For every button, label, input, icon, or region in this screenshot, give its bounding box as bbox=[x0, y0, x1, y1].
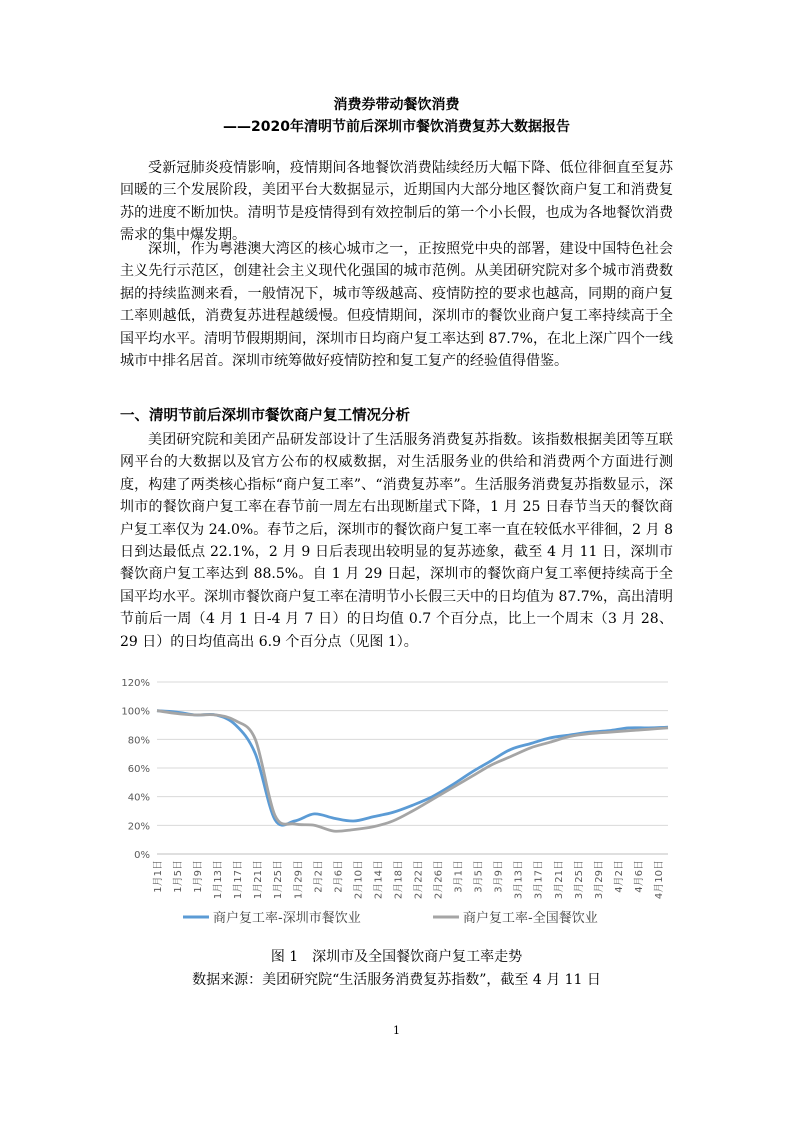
x-tick-label: 3月25日 bbox=[573, 860, 585, 900]
x-tick-label: 3月13日 bbox=[513, 860, 525, 900]
y-tick-label: 0% bbox=[134, 850, 150, 861]
x-tick-label: 2月22日 bbox=[413, 860, 425, 900]
x-tick-label: 1月29日 bbox=[293, 860, 305, 900]
x-tick-label: 2月18日 bbox=[393, 860, 405, 900]
x-tick-label: 3月21日 bbox=[553, 860, 565, 900]
y-tick-label: 60% bbox=[127, 764, 150, 775]
x-tick-label: 1月21日 bbox=[253, 860, 265, 900]
x-tick-label: 3月29日 bbox=[593, 860, 605, 900]
x-tick-label: 3月1日 bbox=[453, 860, 465, 893]
x-tick-label: 4月2日 bbox=[613, 860, 625, 893]
x-tick-label: 2月14日 bbox=[373, 860, 385, 900]
x-tick-label: 2月6日 bbox=[333, 860, 345, 893]
document-title: 消费券带动餐饮消费 bbox=[333, 97, 460, 113]
series-line-1 bbox=[157, 711, 668, 832]
figure-source: 数据来源：美团研究院“生活服务消费复苏指数”，截至 4 月 11 日 bbox=[192, 972, 601, 988]
x-tick-label: 4月6日 bbox=[633, 860, 645, 893]
x-tick-label: 1月9日 bbox=[193, 860, 205, 893]
legend-label-1: 商户复工率-全国餐饮业 bbox=[463, 911, 598, 926]
x-tick-label: 2月2日 bbox=[313, 860, 325, 893]
y-tick-label: 120% bbox=[121, 678, 150, 689]
x-tick-label: 1月25日 bbox=[273, 860, 285, 900]
section-paragraph: 美团研究院和美团产品研发部设计了生活服务消费复苏指数。该指数根据美团等互联网平台的大数据以及官方公布的权威数据，对生活服务业的供给和消费两个方面进行测度，构建了两类核心指标“商户复工率”、“消费复苏率”。生活服务消费复苏指数显示，深圳市的餐饮商户复工率在春节前一周左右出现断崖式下降，1 月 25 日春节当天的餐饮商户复工率仅为 24.0%。春节之后，深圳市的餐饮商户复工率一直在较低水平徘徊，2 月 8 日到达最低点 22.1%，2 月 9 日后表现出较明显的复苏迹象，截至 4 月 11 日，深圳市餐饮商户复工率达到 88.5%。自 1 月 29 日起，深圳市的餐饮商户复工率便持续高于全国平均水平。深圳市餐饮商户复工率在清明节小长假三天中的日均值为 87.7%，高出清明节前后一周（4 月 1 日-4 月 7 日）的日均值 0.7 个百分点，比上一个周末（3 月 28、29 日）的日均值高出 6.9 个百分点（见图 1）。 bbox=[120, 432, 673, 650]
y-tick-label: 20% bbox=[127, 821, 150, 833]
x-tick-label: 3月5日 bbox=[473, 860, 485, 893]
y-tick-label: 80% bbox=[127, 735, 150, 747]
y-tick-label: 40% bbox=[127, 792, 150, 804]
legend-label-0: 商户复工率-深圳市餐饮业 bbox=[213, 911, 361, 926]
y-tick-label: 100% bbox=[121, 706, 150, 718]
section-heading: 一、清明节前后深圳市餐饮商户复工情况分析 bbox=[120, 408, 410, 424]
x-tick-label: 1月1日 bbox=[153, 860, 164, 893]
x-tick-label: 2月26日 bbox=[433, 860, 445, 900]
document-subtitle: ——2020年清明节前后深圳市餐饮消费复苏大数据报告 bbox=[223, 119, 570, 135]
figure-caption: 图 1 深圳市及全国餐饮商户复工率走势 bbox=[270, 949, 523, 965]
x-tick-label: 1月13日 bbox=[213, 860, 225, 900]
x-tick-label: 1月17日 bbox=[233, 860, 245, 900]
x-tick-label: 2月10日 bbox=[353, 860, 365, 900]
x-tick-label: 4月10日 bbox=[653, 860, 665, 900]
intro-paragraph-2: 深圳，作为粤港澳大湾区的核心城市之一，正按照党中央的部署，建设中国特色社会主义先行示范区，创建社会主义现代化强国的城市范例。从美团研究院对多个城市消费数据的持续监测来看，一般情况下，城市等级越高、疫情防控的要求也越高，同期的商户复工率则越低，消费复苏进程越缓慢。但疫情期间，深圳市的餐饮业商户复工率持续高于全国平均水平。清明节假期期间，深圳市日均商户复工率达到 87.7%，在北上深广四个一线城市中排名居首。深圳市统筹做好疫情防控和复工复产的经验值得借鉴。 bbox=[120, 241, 673, 370]
x-tick-label: 3月9日 bbox=[493, 860, 505, 893]
x-tick-label: 3月17日 bbox=[533, 860, 545, 900]
page-number: 1 bbox=[393, 1024, 400, 1037]
intro-paragraph-1: 受新冠肺炎疫情影响，疫情期间各地餐饮消费陆续经历大幅下降、低位徘徊直至复苏回暖的三个发展阶段，美团平台大数据显示，近期国内大部分地区餐饮商户复工和消费复苏的进度不断加快。清明节是疫情得到有效控制后的第一个小长假，也成为各地餐饮消费需求的集中爆发期。 bbox=[120, 160, 673, 244]
x-tick-label: 1月5日 bbox=[173, 860, 185, 893]
recovery-line-chart bbox=[115, 672, 680, 930]
